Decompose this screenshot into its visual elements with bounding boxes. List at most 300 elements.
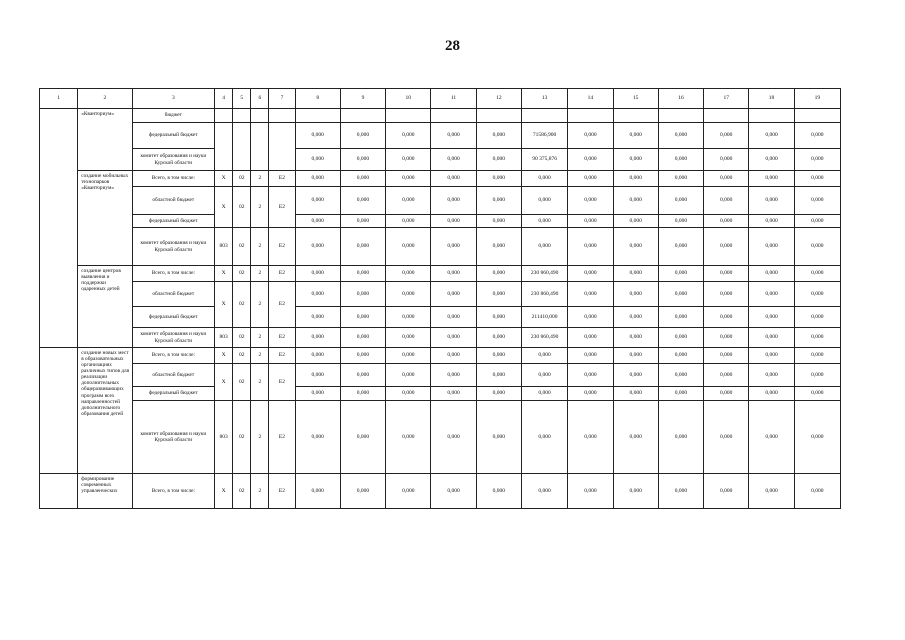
- amount-cell: 0,000: [476, 228, 521, 266]
- funding-source-cell: областной бюджет: [132, 364, 215, 387]
- amount-cell: 0,000: [658, 228, 703, 266]
- amount-cell: 0,000: [568, 474, 613, 509]
- amount-cell: 0,000: [476, 307, 521, 328]
- amount-cell: 0,000: [749, 387, 794, 401]
- header-cell: 18: [749, 89, 794, 109]
- amount-cell: 0,000: [704, 266, 749, 282]
- amount-cell: 0,000: [476, 171, 521, 187]
- amount-cell: 0,000: [794, 187, 840, 215]
- amount-cell: 0,000: [704, 171, 749, 187]
- code-cell: 2: [251, 282, 269, 328]
- amount-cell: 0,000: [340, 401, 385, 474]
- amount-cell: 0,000: [521, 228, 567, 266]
- amount-cell: 71586,900: [521, 123, 567, 149]
- amount-cell: 0,000: [386, 307, 431, 328]
- funding-source-cell: Всего, в том числе:: [132, 171, 215, 187]
- amount-cell: 211410,000: [521, 307, 567, 328]
- code-cell: Е2: [269, 401, 295, 474]
- amount-cell: 0,000: [613, 387, 658, 401]
- amount-cell: 0,000: [658, 266, 703, 282]
- amount-cell: 0,000: [431, 228, 476, 266]
- amount-cell: 0,000: [794, 474, 840, 509]
- amount-cell: 0,000: [749, 348, 794, 364]
- header-cell: 2: [78, 89, 132, 109]
- amount-cell: 0,000: [340, 364, 385, 387]
- code-cell: Е2: [269, 474, 295, 509]
- funding-source-cell: комитет образования и науки Курской области: [132, 228, 215, 266]
- amount-cell: [431, 109, 476, 123]
- code-cell: 2: [251, 187, 269, 228]
- amount-cell: [704, 109, 749, 123]
- amount-cell: 0,000: [749, 228, 794, 266]
- amount-cell: 0,000: [295, 348, 340, 364]
- code-cell: [251, 123, 269, 171]
- amount-cell: 0,000: [568, 401, 613, 474]
- amount-cell: 0,000: [794, 348, 840, 364]
- table-row: [40, 187, 841, 215]
- amount-cell: 0,000: [476, 348, 521, 364]
- row-number-cell: [40, 474, 78, 509]
- amount-cell: 0,000: [568, 171, 613, 187]
- amount-cell: 0,000: [568, 187, 613, 215]
- amount-cell: 0,000: [431, 187, 476, 215]
- code-cell: Х: [215, 266, 233, 282]
- amount-cell: [295, 109, 340, 123]
- amount-cell: 0,000: [568, 149, 613, 171]
- amount-cell: 0,000: [704, 474, 749, 509]
- header-cell: 12: [476, 89, 521, 109]
- amount-cell: 0,000: [521, 401, 567, 474]
- table-row: [40, 282, 841, 307]
- funding-source-cell: федеральный бюджет: [132, 387, 215, 401]
- amount-cell: 0,000: [431, 123, 476, 149]
- amount-cell: 0,000: [340, 348, 385, 364]
- amount-cell: 0,000: [568, 387, 613, 401]
- amount-cell: 0,000: [386, 387, 431, 401]
- amount-cell: 0,000: [704, 364, 749, 387]
- amount-cell: 0,000: [658, 328, 703, 348]
- amount-cell: 0,000: [658, 401, 703, 474]
- amount-cell: 0,000: [613, 307, 658, 328]
- code-cell: 02: [233, 348, 251, 364]
- amount-cell: 0,000: [568, 228, 613, 266]
- funding-source-cell: комитет образования и науки Курской области: [132, 328, 215, 348]
- amount-cell: 0,000: [568, 266, 613, 282]
- amount-cell: 0,000: [704, 215, 749, 228]
- amount-cell: 0,000: [749, 364, 794, 387]
- amount-cell: 0,000: [431, 215, 476, 228]
- amount-cell: 0,000: [613, 348, 658, 364]
- header-cell: 11: [431, 89, 476, 109]
- code-cell: 02: [233, 364, 251, 401]
- table-row: [40, 228, 841, 266]
- amount-cell: 0,000: [749, 474, 794, 509]
- amount-cell: 0,000: [386, 149, 431, 171]
- amount-cell: 0,000: [704, 282, 749, 307]
- amount-cell: [658, 109, 703, 123]
- amount-cell: 0,000: [521, 187, 567, 215]
- amount-cell: 0,000: [749, 149, 794, 171]
- amount-cell: 0,000: [476, 123, 521, 149]
- code-cell: Х: [215, 282, 233, 328]
- amount-cell: 0,000: [295, 307, 340, 328]
- header-cell: 10: [386, 89, 431, 109]
- amount-cell: 0,000: [704, 149, 749, 171]
- amount-cell: 0,000: [295, 266, 340, 282]
- event-name-cell: формирование современных управленческих: [78, 474, 132, 509]
- header-cell: 14: [568, 89, 613, 109]
- funding-source-cell: федеральный бюджет: [132, 215, 215, 228]
- table-row: [40, 364, 841, 387]
- code-cell: Е2: [269, 187, 295, 228]
- code-cell: 803: [215, 401, 233, 474]
- funding-source-cell: областной бюджет: [132, 187, 215, 215]
- amount-cell: 0,000: [521, 474, 567, 509]
- amount-cell: [568, 109, 613, 123]
- header-cell: 15: [613, 89, 658, 109]
- amount-cell: 0,000: [658, 215, 703, 228]
- amount-cell: 0,000: [704, 348, 749, 364]
- header-cell: 1: [40, 89, 78, 109]
- amount-cell: 230 860,490: [521, 282, 567, 307]
- amount-cell: 0,000: [568, 328, 613, 348]
- amount-cell: 0,000: [295, 171, 340, 187]
- amount-cell: 0,000: [386, 348, 431, 364]
- amount-cell: 0,000: [476, 282, 521, 307]
- code-cell: [233, 109, 251, 123]
- table-row: [40, 215, 841, 228]
- code-cell: 02: [233, 474, 251, 509]
- code-cell: 02: [233, 328, 251, 348]
- amount-cell: 0,000: [386, 215, 431, 228]
- amount-cell: 0,000: [476, 328, 521, 348]
- amount-cell: 0,000: [431, 307, 476, 328]
- amount-cell: 0,000: [749, 328, 794, 348]
- amount-cell: 0,000: [613, 328, 658, 348]
- amount-cell: 0,000: [568, 348, 613, 364]
- amount-cell: 0,000: [568, 123, 613, 149]
- amount-cell: 0,000: [340, 123, 385, 149]
- code-cell: Е2: [269, 266, 295, 282]
- table-row: [40, 348, 841, 364]
- amount-cell: 230 860,490: [521, 328, 567, 348]
- amount-cell: 0,000: [476, 364, 521, 387]
- amount-cell: 0,000: [749, 171, 794, 187]
- amount-cell: 0,000: [295, 401, 340, 474]
- amount-cell: 0,000: [386, 282, 431, 307]
- amount-cell: 0,000: [295, 215, 340, 228]
- amount-cell: [749, 109, 794, 123]
- amount-cell: 0,000: [295, 474, 340, 509]
- header-cell: 9: [340, 89, 385, 109]
- amount-cell: [613, 109, 658, 123]
- amount-cell: 0,000: [386, 401, 431, 474]
- code-cell: [215, 109, 233, 123]
- page-number: 28: [445, 38, 460, 54]
- event-name-cell: создание новых мест в образовательных организациях различных типов для реализации дополнительных общеразвивающих программ всех направленностей дополнительного образования детей: [78, 348, 132, 474]
- code-cell: 02: [233, 228, 251, 266]
- code-cell: 02: [233, 401, 251, 474]
- table-row: [40, 171, 841, 187]
- amount-cell: 0,000: [658, 387, 703, 401]
- amount-cell: 0,000: [295, 364, 340, 387]
- amount-cell: 0,000: [749, 307, 794, 328]
- amount-cell: 0,000: [658, 282, 703, 307]
- amount-cell: 0,000: [794, 387, 840, 401]
- amount-cell: 0,000: [476, 215, 521, 228]
- amount-cell: 0,000: [340, 474, 385, 509]
- amount-cell: 0,000: [749, 123, 794, 149]
- amount-cell: [794, 109, 840, 123]
- amount-cell: 0,000: [431, 348, 476, 364]
- amount-cell: 0,000: [386, 187, 431, 215]
- amount-cell: 0,000: [704, 307, 749, 328]
- table-row: [40, 123, 841, 149]
- funding-source-cell: комитет образования и науки Курской области: [132, 401, 215, 474]
- amount-cell: 0,000: [658, 364, 703, 387]
- amount-cell: 0,000: [295, 228, 340, 266]
- amount-cell: 0,000: [476, 266, 521, 282]
- amount-cell: [340, 109, 385, 123]
- amount-cell: [476, 109, 521, 123]
- budget-table: [39, 88, 841, 509]
- amount-cell: 0,000: [613, 123, 658, 149]
- amount-cell: 0,000: [386, 474, 431, 509]
- header-cell: 17: [704, 89, 749, 109]
- amount-cell: 0,000: [431, 474, 476, 509]
- amount-cell: 0,000: [431, 282, 476, 307]
- amount-cell: 0,000: [613, 187, 658, 215]
- code-cell: Х: [215, 171, 233, 187]
- header-cell: 4: [215, 89, 233, 109]
- code-cell: Е2: [269, 328, 295, 348]
- amount-cell: 0,000: [704, 123, 749, 149]
- amount-cell: 0,000: [431, 266, 476, 282]
- header-cell: 5: [233, 89, 251, 109]
- amount-cell: 90 375,876: [521, 149, 567, 171]
- table-row: [40, 474, 841, 509]
- amount-cell: 0,000: [386, 228, 431, 266]
- amount-cell: 0,000: [794, 307, 840, 328]
- amount-cell: 0,000: [658, 149, 703, 171]
- funding-source-cell: бюджет: [132, 109, 215, 123]
- amount-cell: 0,000: [295, 187, 340, 215]
- amount-cell: 0,000: [613, 171, 658, 187]
- amount-cell: 0,000: [340, 387, 385, 401]
- amount-cell: 0,000: [340, 328, 385, 348]
- code-cell: Е2: [269, 282, 295, 328]
- table-row: [40, 109, 841, 123]
- amount-cell: 0,000: [521, 348, 567, 364]
- code-cell: Х: [215, 364, 233, 401]
- amount-cell: 0,000: [340, 266, 385, 282]
- amount-cell: 0,000: [613, 474, 658, 509]
- table-row: [40, 266, 841, 282]
- code-cell: 2: [251, 364, 269, 401]
- amount-cell: 0,000: [613, 401, 658, 474]
- code-cell: 02: [233, 282, 251, 328]
- amount-cell: 0,000: [794, 401, 840, 474]
- amount-cell: 0,000: [295, 123, 340, 149]
- amount-cell: 0,000: [613, 228, 658, 266]
- header-cell: 13: [521, 89, 567, 109]
- table-row: [40, 328, 841, 348]
- code-cell: Х: [215, 474, 233, 509]
- amount-cell: 0,000: [749, 401, 794, 474]
- amount-cell: 0,000: [295, 387, 340, 401]
- event-name-cell: создание мобильных технопарков «Кванториум»: [78, 171, 132, 266]
- amount-cell: 0,000: [568, 307, 613, 328]
- amount-cell: 0,000: [658, 187, 703, 215]
- amount-cell: 0,000: [295, 149, 340, 171]
- funding-source-cell: комитет образования и науки Курской области: [132, 149, 215, 171]
- amount-cell: 0,000: [476, 474, 521, 509]
- amount-cell: 0,000: [749, 215, 794, 228]
- table-row: [40, 149, 841, 171]
- code-cell: 803: [215, 228, 233, 266]
- amount-cell: 0,000: [794, 149, 840, 171]
- amount-cell: 0,000: [658, 123, 703, 149]
- amount-cell: 0,000: [794, 171, 840, 187]
- header-cell: 3: [132, 89, 215, 109]
- amount-cell: 0,000: [794, 328, 840, 348]
- amount-cell: 0,000: [749, 187, 794, 215]
- header-cell: 6: [251, 89, 269, 109]
- amount-cell: 0,000: [704, 187, 749, 215]
- amount-cell: [386, 109, 431, 123]
- amount-cell: 0,000: [386, 364, 431, 387]
- code-cell: [269, 109, 295, 123]
- amount-cell: 0,000: [568, 364, 613, 387]
- amount-cell: 0,000: [794, 123, 840, 149]
- amount-cell: 0,000: [476, 401, 521, 474]
- code-cell: 2: [251, 228, 269, 266]
- amount-cell: 0,000: [521, 215, 567, 228]
- event-name-cell: создание центров выявления и поддержки одаренных детей: [78, 266, 132, 348]
- code-cell: Е2: [269, 364, 295, 401]
- code-cell: [269, 123, 295, 171]
- code-cell: 02: [233, 187, 251, 228]
- header-cell: 19: [794, 89, 840, 109]
- row-number-cell: [40, 109, 78, 348]
- funding-source-cell: Всего, в том числе:: [132, 266, 215, 282]
- amount-cell: 0,000: [794, 282, 840, 307]
- amount-cell: [521, 109, 567, 123]
- amount-cell: 0,000: [386, 328, 431, 348]
- code-cell: [233, 123, 251, 171]
- amount-cell: 0,000: [340, 307, 385, 328]
- amount-cell: 0,000: [794, 266, 840, 282]
- code-cell: Х: [215, 187, 233, 228]
- code-cell: 2: [251, 171, 269, 187]
- funding-source-cell: областной бюджет: [132, 282, 215, 307]
- amount-cell: 0,000: [613, 266, 658, 282]
- funding-source-cell: Всего, в том числе:: [132, 474, 215, 509]
- amount-cell: 0,000: [613, 282, 658, 307]
- amount-cell: 0,000: [749, 266, 794, 282]
- table-row: [40, 401, 841, 474]
- funding-source-cell: Всего, в том числе:: [132, 348, 215, 364]
- funding-source-cell: федеральный бюджет: [132, 123, 215, 149]
- amount-cell: 0,000: [568, 282, 613, 307]
- amount-cell: 0,000: [613, 215, 658, 228]
- amount-cell: 0,000: [568, 215, 613, 228]
- amount-cell: 0,000: [340, 171, 385, 187]
- amount-cell: 0,000: [704, 328, 749, 348]
- row-number-cell: [40, 348, 78, 474]
- table-row: [40, 387, 841, 401]
- amount-cell: 0,000: [794, 228, 840, 266]
- amount-cell: 0,000: [658, 474, 703, 509]
- code-cell: Е2: [269, 228, 295, 266]
- code-cell: Е2: [269, 348, 295, 364]
- header-cell: 7: [269, 89, 295, 109]
- amount-cell: 0,000: [340, 228, 385, 266]
- code-cell: 2: [251, 266, 269, 282]
- amount-cell: 0,000: [295, 328, 340, 348]
- amount-cell: 0,000: [658, 171, 703, 187]
- funding-source-cell: федеральный бюджет: [132, 307, 215, 328]
- code-cell: [251, 109, 269, 123]
- header-row: [40, 89, 841, 109]
- amount-cell: 230 860,490: [521, 266, 567, 282]
- amount-cell: 0,000: [749, 282, 794, 307]
- amount-cell: 0,000: [431, 387, 476, 401]
- amount-cell: 0,000: [386, 266, 431, 282]
- code-cell: 2: [251, 401, 269, 474]
- amount-cell: 0,000: [476, 149, 521, 171]
- amount-cell: 0,000: [431, 328, 476, 348]
- amount-cell: 0,000: [340, 215, 385, 228]
- amount-cell: 0,000: [340, 282, 385, 307]
- header-cell: 8: [295, 89, 340, 109]
- code-cell: 02: [233, 171, 251, 187]
- amount-cell: 0,000: [431, 171, 476, 187]
- amount-cell: 0,000: [704, 228, 749, 266]
- amount-cell: 0,000: [476, 387, 521, 401]
- amount-cell: 0,000: [386, 171, 431, 187]
- table-row: [40, 307, 841, 328]
- amount-cell: 0,000: [521, 171, 567, 187]
- code-cell: Х: [215, 348, 233, 364]
- code-cell: 2: [251, 474, 269, 509]
- amount-cell: 0,000: [386, 123, 431, 149]
- code-cell: 803: [215, 328, 233, 348]
- amount-cell: 0,000: [295, 282, 340, 307]
- code-cell: 2: [251, 348, 269, 364]
- code-cell: Е2: [269, 171, 295, 187]
- amount-cell: 0,000: [521, 387, 567, 401]
- amount-cell: 0,000: [704, 401, 749, 474]
- event-name-cell: «Кванториум»: [78, 109, 132, 171]
- code-cell: 02: [233, 266, 251, 282]
- amount-cell: 0,000: [658, 307, 703, 328]
- amount-cell: 0,000: [340, 187, 385, 215]
- amount-cell: 0,000: [704, 387, 749, 401]
- header-cell: 16: [658, 89, 703, 109]
- amount-cell: 0,000: [521, 364, 567, 387]
- amount-cell: 0,000: [431, 149, 476, 171]
- amount-cell: 0,000: [613, 149, 658, 171]
- amount-cell: 0,000: [658, 348, 703, 364]
- amount-cell: 0,000: [794, 215, 840, 228]
- amount-cell: 0,000: [476, 187, 521, 215]
- amount-cell: 0,000: [794, 364, 840, 387]
- amount-cell: 0,000: [340, 149, 385, 171]
- amount-cell: 0,000: [431, 401, 476, 474]
- amount-cell: 0,000: [431, 364, 476, 387]
- amount-cell: 0,000: [613, 364, 658, 387]
